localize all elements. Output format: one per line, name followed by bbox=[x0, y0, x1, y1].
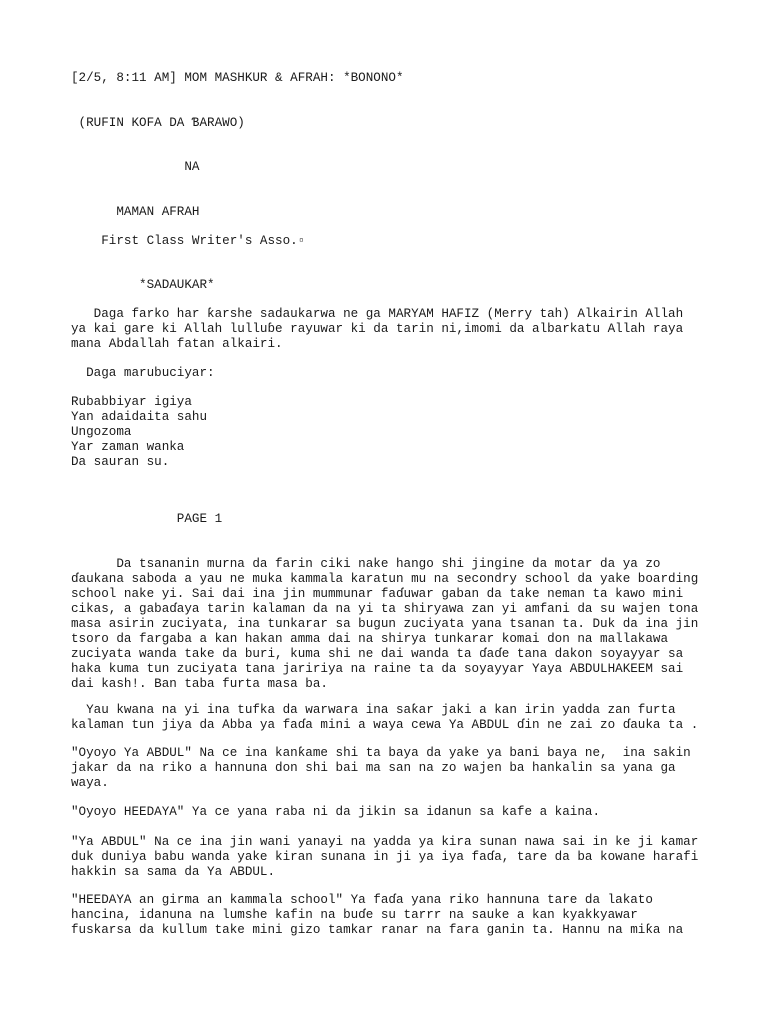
page-label: PAGE 1 bbox=[71, 512, 223, 526]
thanks-list: Rubabbiyar igiya Yan adaidaita sahu Ungozoma Yar zaman wanka Da sauran su. bbox=[71, 395, 208, 469]
dedication-heading: *SADAUKAR* bbox=[71, 278, 215, 292]
paragraph-2: Yau kwana na yi ina tufka da warwara ina saƙar jaki a kan irin yadda zan furta kalaman tun jiya da Abba ya faɗa mini a waya cewa Ya ABDUL ɗin ne zai zo ɗauka ta . bbox=[71, 703, 699, 732]
association-line: First Class Writer's Asso.▫ bbox=[71, 234, 306, 248]
paragraph-1: Da tsananin murna da farin ciki nake hango shi jingine da motar da ya zo ɗaukana saboda a yau ne muka kammala karatun mu na secondry school da yake boarding school nake yi. Sai dai ina jin mummunar faɗuwar gaban da take neman ta kawo mini cikas, a gabaɗaya tarin kalaman da na yi ta shiryawa zan yi amfani da su wajen tona masa asirin zuciyata, ina tunkarar sa bugun zuciyata yana tsanan ta. Duk da ina jin tsoro da fargaba a kan hakan amma dai na shirya tunkarar komai don na mallakawa zuciyata wanda take da buri, kuma shi ne dai wanda ta ɗaɗe tana dakon soyayyar sa haka kuma tun zuciyata tana jaririya na raine ta da soyayyar Yaya ABDULHAKEEM sai dai kash!. Ban taba furta masa ba. bbox=[71, 557, 699, 691]
paragraph-3: "Oyoyo Ya ABDUL" Na ce ina kanƙame shi ta baya da yake ya bani baya ne, ina sakin jakar da na riko a hannuna don shi bai ma san na zo wajen ba hankalin sa yana ga waya. bbox=[71, 746, 691, 790]
na-line: NA bbox=[71, 160, 200, 174]
author-line: MAMAN AFRAH bbox=[71, 205, 200, 219]
thanks-heading: Daga marubuciyar: bbox=[71, 366, 215, 380]
subtitle: (RUFIN KOFA DA ƁARAWO) bbox=[71, 116, 245, 130]
header-line: [2/5, 8:11 AM] MOM MASHKUR & AFRAH: *BONONO* bbox=[71, 71, 404, 85]
paragraph-4: "Oyoyo HEEDAYA" Ya ce yana raba ni da jikin sa idanun sa kafe a kaina. bbox=[71, 805, 601, 819]
dedication-text: Daga farko har ƙarshe sadaukarwa ne ga MARYAM HAFIZ (Merry tah) Alkairin Allah ya kai gare ki Allah lulluɓe rayuwar ki da tarin ni,imomi da albarkatu Allah raya mana Abdallah fatan alkairi. bbox=[71, 307, 684, 351]
paragraph-5: "Ya ABDUL" Na ce ina jin wani yanayi na yadda ya kira sunan nawa sai in ke ji kamar duk duniya babu wanda yake kiran sunana in ji ya iya faɗa, tare da ba kowane harafi hakkin sa sama da Ya ABDUL. bbox=[71, 835, 699, 879]
paragraph-6: "HEEDAYA an girma an kammala school" Ya faɗa yana riko hannuna tare da lakato hancina, idanuna na lumshe kafin na buɗe su tarrr na sauke a kan kyakkyawar fuskarsa da kullum take mini gizo tamkar ranar na fara ganin ta. Hannu na miƙa na bbox=[71, 893, 684, 937]
